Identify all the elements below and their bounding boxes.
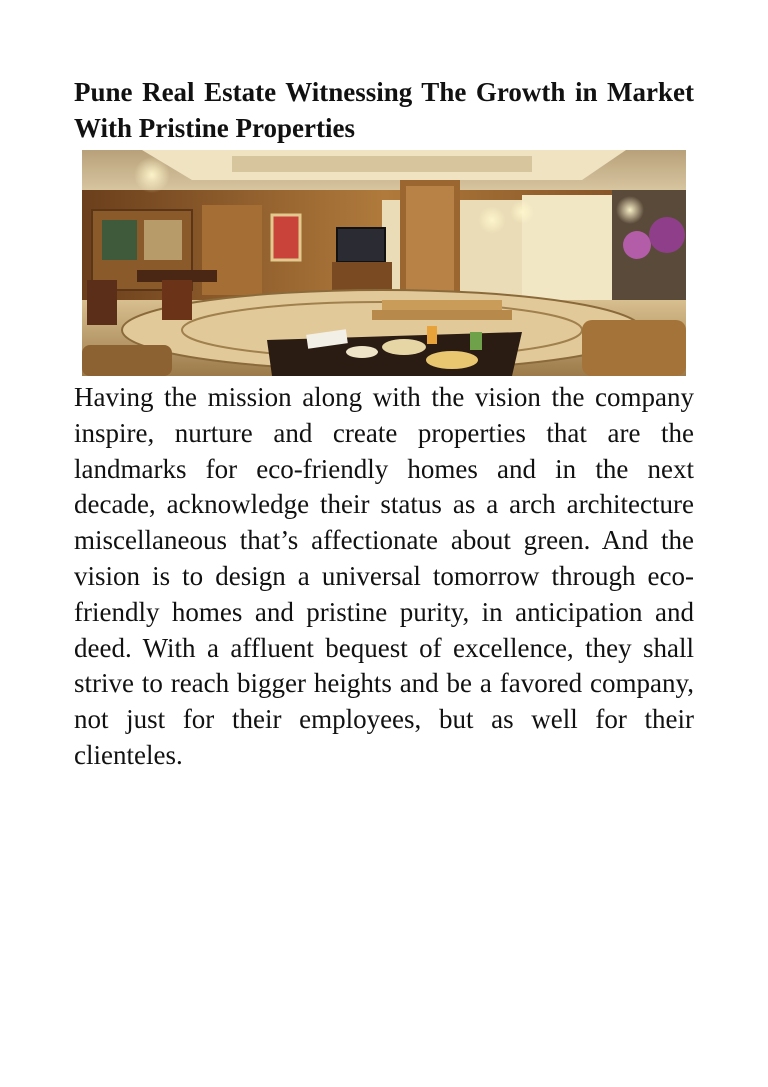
document-page — [74, 74, 694, 774]
photo-illustration — [82, 150, 686, 376]
body-paragraph: Having the mission along with the vision the company inspire, nurture and create properties that are the landmarks for eco-friendly homes and in the next decade, acknowledge their status as a arch architecture miscellaneous that’s affectionate about green. And the vision is to design a universal tomorrow through eco-friendly homes and pristine purity, in anticipation and deed. With a affluent bequest of excellence, they shall strive to reach bigger heights and be a favored company, not just for their employees, but as well for their clienteles. — [74, 382, 694, 770]
document-title: Pune Real Estate Witnessing The Growth in Market With Pristine Properties — [74, 77, 694, 143]
luxury-living-room-photo — [82, 150, 686, 376]
